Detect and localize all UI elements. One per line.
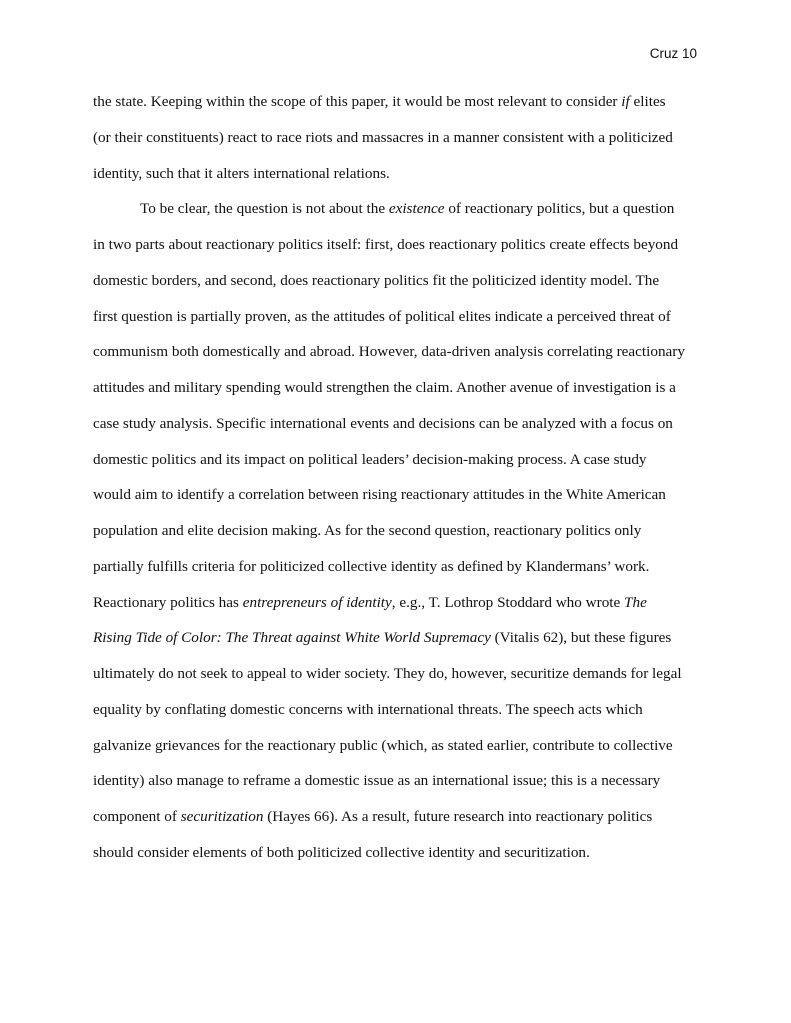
text-run: Reactionary politics has — [93, 593, 243, 611]
paragraph — [93, 91, 713, 198]
italic-text: securitization — [180, 808, 264, 825]
text-line — [93, 413, 713, 449]
text-line — [93, 627, 713, 663]
text-line — [93, 520, 713, 556]
text-run: To be clear, the question is not about the — [140, 200, 389, 218]
text-line — [93, 306, 713, 342]
text-run: communism both domestically and abroad. However, data-driven analysis correlating reactionary — [93, 343, 685, 361]
text-run: ultimately do not seek to appeal to wider society. They do, however, securitize demands for legal — [93, 665, 682, 682]
text-run: of reactionary politics, but a question — [444, 200, 675, 218]
italic-text: The — [624, 593, 647, 611]
text-line — [93, 449, 713, 485]
text-run: domestic politics and its impact on political leaders’ decision-making process. A case study — [93, 450, 647, 468]
italic-text: existence — [388, 200, 445, 218]
italic-text: if — [621, 93, 630, 110]
running-head: Cruz 10 — [649, 46, 697, 61]
text-run: would aim to identify a correlation between rising reactionary attitudes in the White American — [93, 486, 666, 504]
text-run: component of — [93, 808, 181, 825]
text-line — [93, 663, 713, 699]
text-line — [93, 484, 713, 520]
italic-text: entrepreneurs of identity — [242, 593, 392, 611]
text-line — [93, 127, 713, 163]
text-line — [93, 842, 713, 878]
text-line — [93, 770, 713, 806]
body-text — [93, 91, 713, 878]
text-run: equality by conflating domestic concerns with international threats. The speech acts which — [93, 700, 643, 718]
text-line — [93, 556, 713, 592]
text-run: domestic borders, and second, does reactionary politics fit the politicized identity model. The — [93, 271, 660, 289]
text-run: , e.g., T. Lothrop Stoddard who wrote — [391, 593, 625, 611]
text-run: identity) also manage to reframe a domestic issue as an international issue; this is a necessary — [93, 772, 661, 790]
text-run: partially fulfills criteria for politicized collective identity as defined by Klandermans’ work. — [93, 557, 650, 575]
paragraph — [93, 198, 713, 877]
text-line — [93, 234, 713, 270]
text-run: (Vitalis 62), but these figures — [490, 629, 672, 647]
text-run: population and elite decision making. As for the second question, reactionary politics only — [93, 522, 642, 539]
text-line — [93, 91, 713, 127]
text-line — [93, 377, 713, 413]
text-run: case study analysis. Specific international events and decisions can be analyzed with a focus on — [93, 414, 673, 432]
text-line — [93, 806, 713, 842]
text-run: should consider elements of both politicized collective identity and securitization. — [93, 843, 590, 861]
text-run: in two parts about reactionary politics itself: first, does reactionary politics create effects beyond — [93, 236, 679, 253]
text-run: (or their constituents) react to race riots and massacres in a manner consistent with a politicized — [93, 128, 673, 146]
text-run: the state. Keeping within the scope of this paper, it would be most relevant to consider — [93, 93, 622, 110]
text-line — [93, 163, 713, 199]
text-line — [93, 699, 713, 735]
text-line — [93, 198, 713, 234]
text-run: first question is partially proven, as the attitudes of political elites indicate a perceived threat of — [93, 307, 671, 325]
text-run: galvanize grievances for the reactionary public (which, as stated earlier, contribute to collective — [93, 736, 673, 754]
text-line — [93, 341, 713, 377]
text-line — [93, 270, 713, 306]
text-run: elites — [629, 93, 666, 110]
text-run: (Hayes 66). As a result, future research into reactionary politics — [263, 808, 653, 825]
italic-text: Rising Tide of Color: The Threat against White World Supremacy — [93, 629, 491, 647]
text-run: attitudes and military spending would strengthen the claim. Another avenue of investigation is a — [93, 379, 676, 396]
text-line — [93, 592, 713, 628]
text-line — [93, 735, 713, 771]
text-run: identity, such that it alters international relations. — [93, 164, 390, 182]
